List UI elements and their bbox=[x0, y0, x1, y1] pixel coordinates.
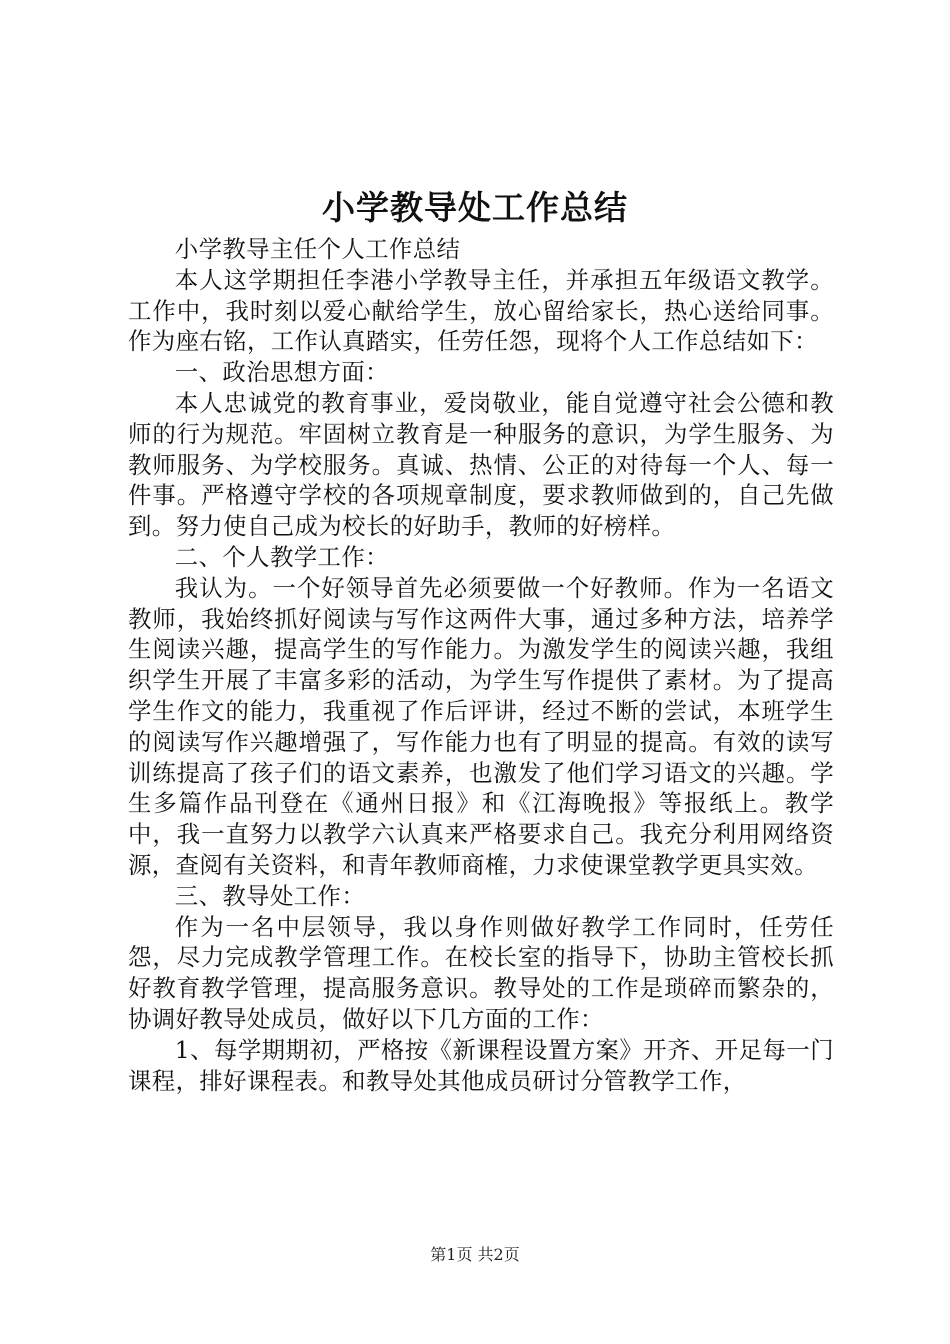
item-1-paragraph: 1、每学期期初，严格按《新课程设置方案》开齐、开足每一门课程，排好课程表。和教导处其他成员研讨分管教学工作， bbox=[128, 1035, 834, 1095]
intro-paragraph: 本人这学期担任李港小学教导主任，并承担五年级语文教学。工作中，我时刻以爱心献给学生，放心留给家长，热心送给同事。作为座右铭，工作认真踏实，任劳任怨，现将个人工作总结如下： bbox=[128, 265, 834, 356]
section-heading-office: 三、教导处工作： bbox=[174, 881, 366, 910]
document-title: 小学教导处工作总结 bbox=[322, 188, 628, 227]
page-number-footer: 第1页 共2页 bbox=[430, 1245, 520, 1264]
section-heading-teaching: 二、个人教学工作： bbox=[174, 542, 389, 571]
subtitle-paragraph: 小学教导主任个人工作总结 bbox=[174, 235, 461, 263]
political-paragraph: 本人忠诚党的教育事业，爱岗敬业，能自觉遵守社会公德和教师的行为规范。牢固树立教育是一种服务的意识，为学生服务、为教师服务、为学校服务。真诚、热情、公正的对待每一个人、每一件事。严格遵守学校的各项规章制度，要求教师做到的，自己先做到。努力使自己成为校长的好助手，教师的好榜样。 bbox=[128, 388, 834, 541]
section-heading-political: 一、政治思想方面： bbox=[174, 358, 389, 387]
teaching-paragraph: 我认为。一个好领导首先必须要做一个好教师。作为一名语文教师，我始终抓好阅读与写作这两件大事，通过多种方法，培养学生阅读兴趣，提高学生的写作能力。为激发学生的阅读兴趣，我组织学生开展了丰富多彩的活动，为学生写作提供了素材。为了提高学生作文的能力，我重视了作后评讲，经过不断的尝试，本班学生的阅读写作兴趣增强了，写作能力也有了明显的提高。有效的读写训练提高了孩子们的语文素养，也激发了他们学习语文的兴趣。学生多篇作品刊登在《通州日报》和《江海晚报》等报纸上。教学中，我一直努力以教学六认真来严格要求自己。我充分利用网络资源，查阅有关资料，和青年教师商榷，力求使课堂教学更具实效。 bbox=[128, 573, 834, 879]
document-body bbox=[128, 234, 834, 1096]
office-paragraph: 作为一名中层领导，我以身作则做好教学工作同时，任劳任怨，尽力完成教学管理工作。在校长室的指导下，协助主管校长抓好教育教学管理，提高服务意识。教导处的工作是琐碎而繁杂的，协调好教导处成员，做好以下几方面的工作： bbox=[128, 912, 834, 1033]
